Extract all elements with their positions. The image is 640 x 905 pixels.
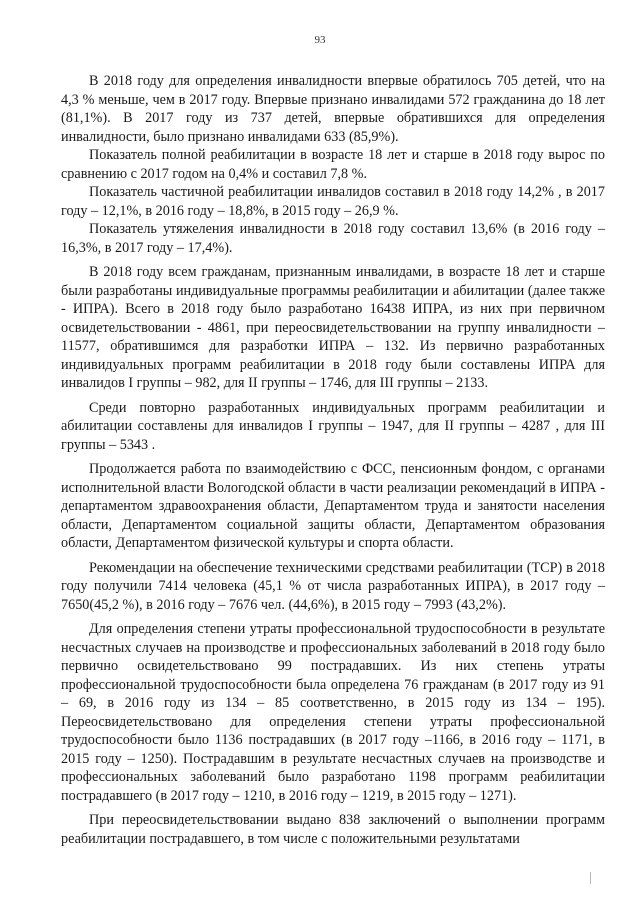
paragraph-child-disability: В 2018 году для определения инвалидности впервые обратилось 705 детей, что на 4,3 % меньше, чем в 2017 году. Впервые признано инвалидами 572 гражданина до 18 лет (81,1%). В 2017 году из 737 детей, впервые обратившихся для определения инвалидности, было признано инвалидами 633 (85,9%). <box>61 73 605 145</box>
paragraph-partial-rehabilitation: Показатель частичной реабилитации инвалидов составил в 2018 году 14,2% , в 2017 году – 12,1%, в 2016 году – 18,8%, в 2015 году – 26,9 %. <box>61 184 605 219</box>
paragraph-interagency-work: Продолжается работа по взаимодействию с ФСС, пенсионным фондом, с органами исполнительной власти Вологодской области в части реализации рекомендаций в ИПРА - департаментом здравоохранения области, Департаментом труда и занятости населения области, Департаментом социальной защиты области, Департаментом образования области, Департаментом физической культуры и спорта области. <box>61 461 605 551</box>
paragraph-full-rehabilitation: Показатель полной реабилитации в возрасте 18 лет и старше в 2018 году вырос по сравнению с 2017 годом на 0,4% и составил 7,8 %. <box>61 147 605 182</box>
paragraph-ipra-development: В 2018 году всем гражданам, признанным инвалидами, в возрасте 18 лет и старше были разработаны индивидуальные программы реабилитации и абилитации (далее также - ИПРА). Всего в 2018 году было разработано 16438 ИПРА, из них при первичном освидетельствовании - 4861, при переосвидетельствовании на группу инвалидности – 11577, обратившимся для разработки ИПРА – 132. Из первично разработанных индивидуальных программ реабилитации в 2018 году были составлены ИПРА для инвалидов I группы – 982, для II группы – 1746, для III группы – 2133. <box>61 264 605 391</box>
paragraph-repeat-ipra: Среди повторно разработанных индивидуальных программ реабилитации и абилитации составлены для инвалидов I группы – 1947, для II группы – 4287 , для III группы – 5343 . <box>61 399 605 453</box>
paragraph-rehabilitation-conclusions: При переосвидетельствовании выдано 838 заключений о выполнении программ реабилитации пострадавшего, в том числе с положительными результатами <box>61 812 605 847</box>
paragraph-tsr-recommendations: Рекомендации на обеспечение техническими средствами реабилитации (ТСР) в 2018 году получили 7414 человека (45,1 % от числа разработанных ИПРА), в 2017 году – 7650(45,2 %), в 2016 году – 7676 чел. (44,6%), в 2015 году – 7993 (43,2%). <box>61 559 605 613</box>
paragraph-occupational-disability: Для определения степени утраты профессиональной трудоспособности в результате несчастных случаев на производстве и профессиональных заболеваний в 2018 году было первично освидетельствовано 99 пострадавших. Из них степень утраты профессиональной трудоспособности была определена 76 гражданам (в 2017 году из 91 – 69, в 2016 году из 134 – 85 соответственно, в 2015 году из 134 – 195). Переосвидетельствовано для определения степени утраты профессиональной трудоспособности было 1136 пострадавших (в 2017 году –1166, в 2016 году – 1171, в 2015 году – 1250). Пострадавшим в результате несчастных случаев на производстве и профессиональных заболеваний было разработано 1198 программ реабилитации пострадавшего (в 2017 году – 1210, в 2016 году – 1219, в 2015 году – 1271). <box>61 621 605 804</box>
paragraph-disability-aggravation: Показатель утяжеления инвалидности в 2018 году составил 13,6% (в 2016 году – 16,3%, в 2017 году – 17,4%). <box>61 221 605 256</box>
scan-mark <box>590 872 591 884</box>
page-number: 93 <box>314 34 326 46</box>
body-text <box>61 72 605 848</box>
